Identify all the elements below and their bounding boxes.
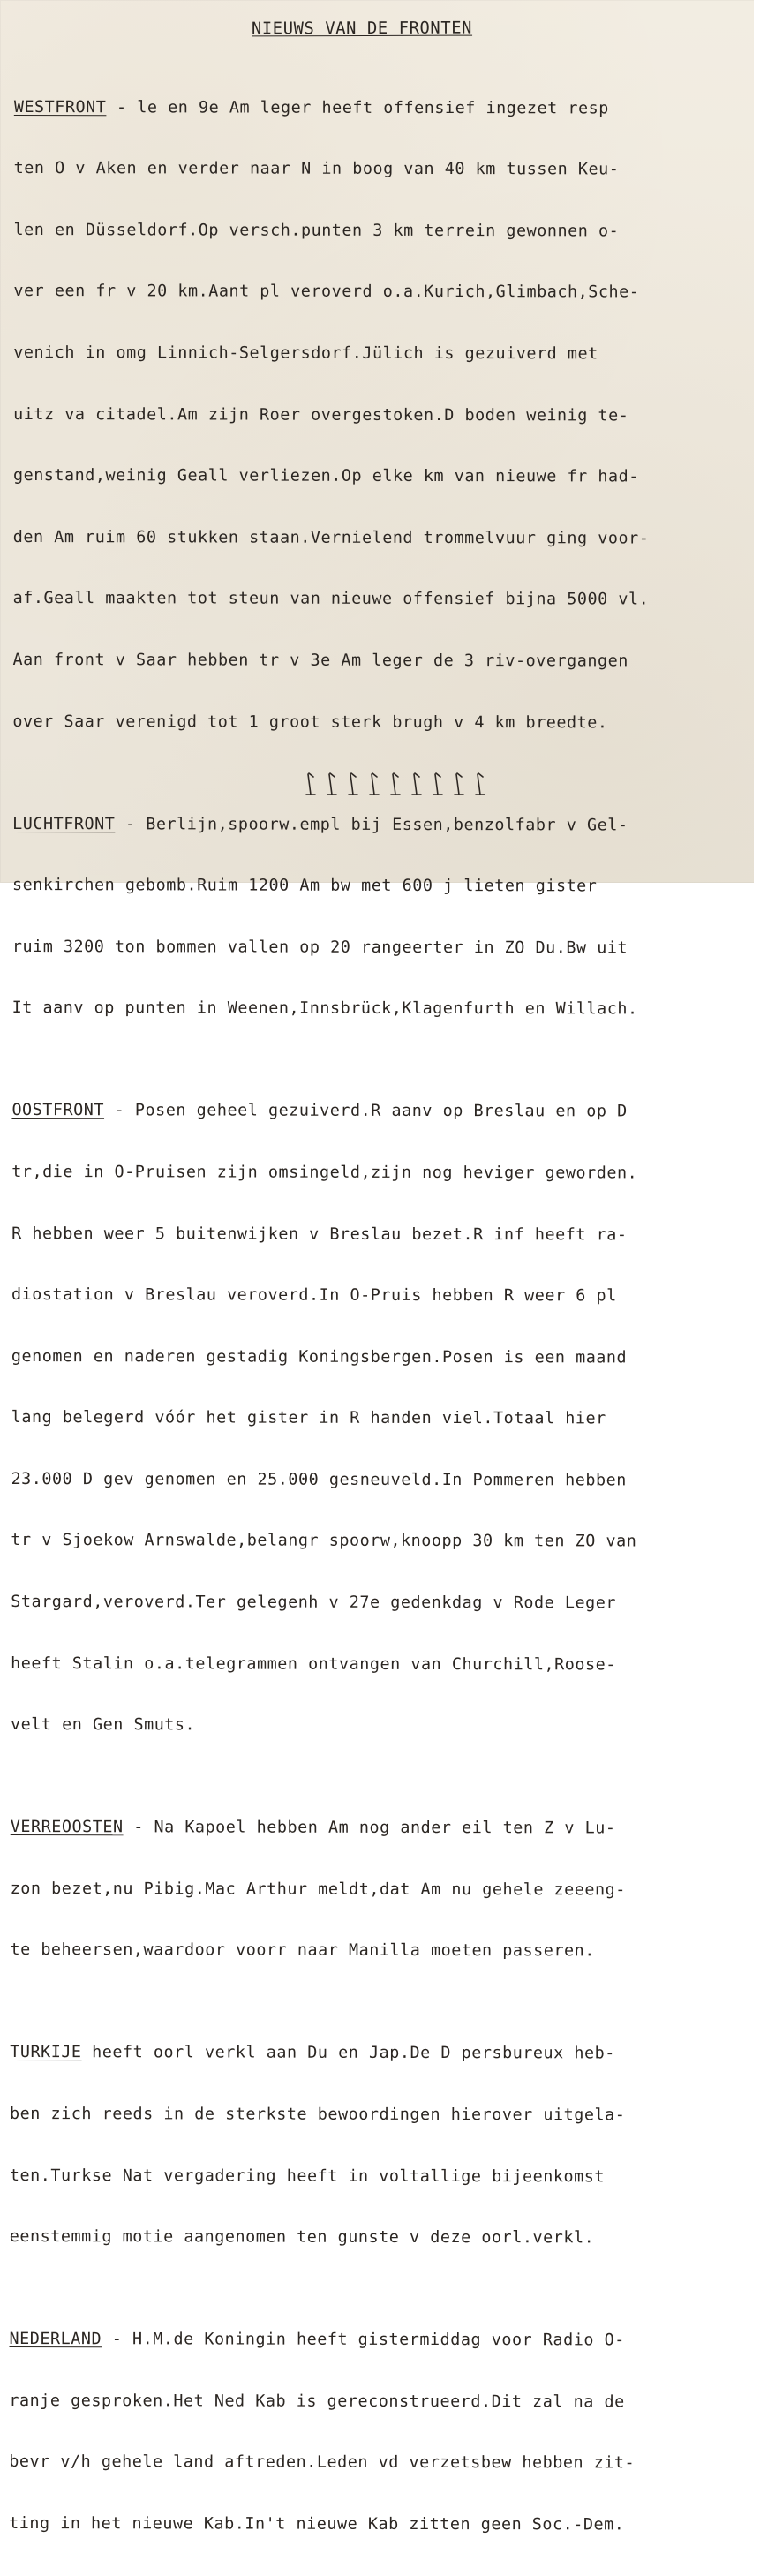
text-line: ruim 3200 ton bommen vallen op 20 rangeerter in ZO Du.Bw uit [11, 937, 628, 958]
text-line: ting in het nieuwe Kab.In't nieuwe Kab zitten geen Soc.-Dem. [9, 2514, 625, 2535]
text-line: velt en Gen Smuts. [10, 1715, 196, 1735]
text-line: zon bezet,nu Pibig.Mac Arthur meldt,dat Am nu gehele zeeeng- [10, 1879, 626, 1900]
text-line: den Am ruim 60 stukken staan.Vernielend trommelvuur ging voor- [12, 527, 650, 548]
section-text-nederland-1: - H.M.de Koningin heeft gistermiddag voor Radio O- [102, 2330, 625, 2350]
text-line: diostation v Breslau veroverd.In O-Pruis hebben R weer 6 pl [11, 1285, 617, 1306]
text-line: R hebben weer 5 buitenwijken v Breslau bezet.R inf heeft ra- [11, 1224, 628, 1244]
text-line: ver een fr v 20 km.Aant pl veroverd o.a.Kurich,Glimbach,Sche- [13, 282, 640, 302]
section-text-westfront-1: - le en 9e Am leger heeft offensief ingezet resp [106, 97, 609, 118]
text-line: Stargard,veroverd.Ter gelegenh v 27e gedenkdag v Rode Leger [11, 1593, 617, 1613]
text-line: It aanv op punten in Weenen,Innsbrück,Klagenfurth en Willach. [11, 998, 638, 1019]
text-line: ten O v Aken en verder naar N in boog van 40 km tussen Keu- [13, 159, 620, 179]
section-text-luchtfront-1: - Berlijn,spoorw.empl bij Essen,benzolfabr v Gel- [115, 814, 628, 835]
text-line: ranje gesproken.Het Ned Kab is gereconstrueerd.Dit zal na de [9, 2391, 625, 2412]
text-line: venich in omg Linnich-Selgersdorf.Jülich is gezuiverd met [13, 343, 598, 364]
section-heading-nederland: NEDERLAND [9, 2330, 102, 2349]
document-body [9, 35, 747, 2576]
text-line [10, 2042, 742, 2064]
text-line: Aan front v Saar hebben tr v 3e Am leger de 3 riv-overgangen [12, 650, 628, 671]
text-line: over Saar verenigd tot 1 groot sterk brugh v 4 km breedte. [12, 712, 608, 732]
section-heading-verreoosten: VERREOOSTEN [10, 1818, 124, 1837]
text-line: te beheersen,waardoor voorr naar Manilla moeten passeren. [10, 1940, 595, 1961]
text-line [11, 1100, 744, 1122]
text-line: tr v Sjoekow Arnswalde,belangr spoorw,knoopp 30 km ten ZO van [11, 1531, 637, 1551]
section-heading-westfront: WESTFRONT [13, 97, 107, 117]
text-line [14, 97, 747, 119]
text-line: eenstemmig motie aangenomen ten gunste v deze oorl.verkl. [9, 2227, 595, 2248]
text-line: uitz va citadel.Am zijn Roer overgestoken.D boden weinig te- [13, 404, 629, 426]
text-line [10, 2329, 742, 2351]
text-line: ten.Turkse Nat vergadering heeft in voltallige bijeenkomst [9, 2165, 606, 2187]
text-line: bevr v/h gehele land aftreden.Leden vd verzetsbew hebben zit- [9, 2452, 636, 2473]
text-line: len en Düsseldorf.Op versch.punten 3 km terrein gewonnen o- [13, 220, 620, 241]
section-text-oostfront-1: - Posen geheel gezuiverd.R aanv op Breslau en op D [104, 1101, 628, 1121]
text-line: senkirchen gebomb.Ruim 1200 Am bw met 600 j lieten gister [11, 876, 598, 896]
document-title-text: NIEUWS VAN DE FRONTEN [251, 19, 473, 39]
section-heading-oostfront: OOSTFRONT [11, 1101, 105, 1120]
text-line: 23.000 D gev genomen en 25.000 gesneuveld.In Pommeren hebben [11, 1469, 627, 1490]
text-line: tr,die in O-Pruisen zijn omsingeld,zijn nog heviger geworden. [11, 1162, 638, 1183]
text-line: genomen en naderen gestadig Koningsbergen.Posen is een maand [11, 1346, 628, 1367]
section-text-verreoosten-1: - Na Kapoel hebben Am nog ander eil ten Z v Lu- [123, 1818, 616, 1838]
section-heading-luchtfront: LUCHTFRONT [12, 814, 116, 833]
page-edge [754, 0, 764, 883]
text-line: ben zich reeds in de sterkste bewoordingen hierover uitgela- [10, 2105, 626, 2125]
text-line: af.Geall maakten tot steun van nieuwe offensief bijna 5000 vl. [12, 589, 650, 609]
section-heading-turkije: TURKIJE [10, 2043, 82, 2062]
text-line: heeft Stalin o.a.telegrammen ontvangen van Churchill,Roose- [11, 1653, 616, 1675]
text-line: genstand,weinig Geall verliezen.Op elke km van nieuwe fr had- [12, 466, 639, 486]
text-line [12, 814, 745, 836]
text-line [11, 1817, 743, 1839]
separator-icon [303, 770, 497, 800]
decorative-separator [303, 770, 497, 800]
section-text-turkije-1: heeft oorl verkl aan Du en Jap.De D persbureux heb- [81, 2043, 615, 2063]
text-line: lang belegerd vóór het gister in R handen viel.Totaal hier [11, 1408, 606, 1428]
